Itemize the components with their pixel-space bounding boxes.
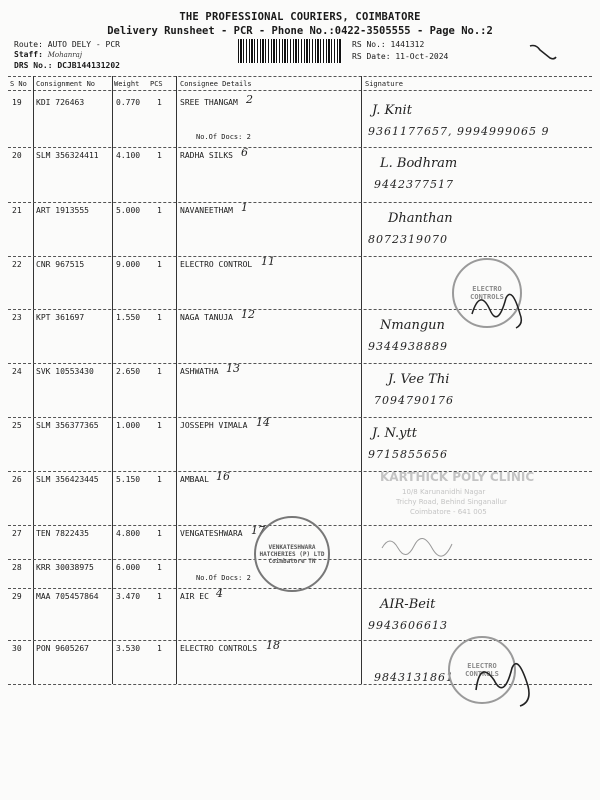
row-weight: 0.770 bbox=[116, 98, 141, 107]
row-sno: 30 bbox=[12, 644, 22, 653]
row-consignment: KDI 726463 bbox=[36, 98, 85, 107]
clinic-address-3: Coimbatore - 641 005 bbox=[410, 508, 487, 516]
rs-no-label: RS No.: bbox=[352, 40, 386, 49]
row-handwritten-mark: 14 bbox=[256, 416, 270, 429]
row-signer: Nmangun bbox=[380, 318, 445, 333]
row-handwritten-mark: 16 bbox=[216, 470, 230, 483]
pen-mark-icon bbox=[528, 40, 558, 64]
row-phone: 9715855656 bbox=[368, 448, 448, 461]
drs-value: DCJB144131202 bbox=[57, 61, 120, 70]
row-pcs: 1 bbox=[157, 592, 162, 601]
signature-scribble-3 bbox=[470, 650, 540, 710]
col-divider-4 bbox=[361, 76, 362, 684]
row-weight: 2.650 bbox=[116, 367, 141, 376]
row-pcs: 1 bbox=[157, 529, 162, 538]
row-consignment: MAA 705457864 bbox=[36, 592, 99, 601]
col-pcs: PCS bbox=[150, 80, 163, 88]
row-separator bbox=[8, 202, 592, 203]
row-phone: 9442377517 bbox=[374, 178, 454, 191]
page-subtitle: Delivery Runsheet - PCR - Phone No.:0422-3505555 - Page No.:2 bbox=[107, 25, 493, 37]
row-consignee: NAVANEETHAM bbox=[180, 206, 233, 215]
row-consignee: NAGA TANUJA bbox=[180, 313, 233, 322]
row-weight: 6.000 bbox=[116, 563, 141, 572]
table-header-rule bbox=[8, 90, 592, 91]
page-title: THE PROFESSIONAL COURIERS, COIMBATORE bbox=[179, 11, 421, 23]
row-signer: J. Knit bbox=[372, 103, 412, 118]
row-consignment: KRR 30038975 bbox=[36, 563, 94, 572]
row-consignment: CNR 967515 bbox=[36, 260, 85, 269]
staff-line bbox=[14, 50, 82, 59]
row-consignee: SREE THANGAM bbox=[180, 98, 238, 107]
route-value: AUTO DELY - PCR bbox=[47, 40, 120, 49]
row-docs: No.Of Docs: 2 bbox=[196, 574, 251, 582]
row-phone: 9843131861 bbox=[374, 671, 454, 684]
col-divider-2 bbox=[112, 76, 113, 684]
row-phone: 7094790176 bbox=[374, 394, 454, 407]
clinic-watermark: KARTHICK POLY CLINIC bbox=[380, 470, 535, 484]
col-weight: Weight bbox=[114, 80, 140, 88]
signature-scribble-2 bbox=[380, 530, 460, 560]
row-consignee: JOSSEPH VIMALA bbox=[180, 421, 248, 430]
row-consignee: AIR EC bbox=[180, 592, 209, 601]
hatcheries-stamp: VENKATESHWARA HATCHERIES (P) LTD Coimbatore TN bbox=[254, 516, 330, 592]
row-pcs: 1 bbox=[157, 563, 162, 572]
col-consignee: Consignee Details bbox=[180, 80, 252, 88]
drs-line bbox=[14, 61, 120, 70]
row-pcs: 1 bbox=[157, 644, 162, 653]
row-handwritten-mark: 18 bbox=[266, 639, 280, 652]
rs-date-label: RS Date: bbox=[352, 52, 391, 61]
col-sno: S No bbox=[10, 80, 27, 88]
row-weight: 3.530 bbox=[116, 644, 141, 653]
row-weight: 9.000 bbox=[116, 260, 141, 269]
row-consignee: RADHA SILKS bbox=[180, 151, 233, 160]
row-sno: 22 bbox=[12, 260, 22, 269]
row-sno: 28 bbox=[12, 563, 22, 572]
row-sno: 25 bbox=[12, 421, 22, 430]
row-consignment: TEN 7822435 bbox=[36, 529, 89, 538]
row-phone: 9361177657, 9994999065 9 bbox=[368, 125, 550, 138]
row-pcs: 1 bbox=[157, 98, 162, 107]
row-weight: 5.150 bbox=[116, 475, 141, 484]
row-signer: J. N.ytt bbox=[372, 426, 417, 441]
col-divider-3 bbox=[176, 76, 177, 684]
row-signer: J. Vee Thi bbox=[388, 372, 450, 387]
row-handwritten-mark: 6 bbox=[241, 146, 248, 159]
row-separator bbox=[8, 417, 592, 418]
row-signer: AIR-Beit bbox=[380, 597, 436, 612]
row-separator bbox=[8, 147, 592, 148]
row-consignee: ASHWATHA bbox=[180, 367, 219, 376]
row-pcs: 1 bbox=[157, 421, 162, 430]
rs-no-value: 1441312 bbox=[390, 40, 425, 49]
electro-controls-stamp: ELECTRO CONTROLS bbox=[452, 258, 522, 328]
row-sno: 26 bbox=[12, 475, 22, 484]
rs-date-line bbox=[352, 52, 448, 61]
staff-value: Mohanraj bbox=[47, 51, 82, 59]
staff-label: Staff: bbox=[14, 50, 43, 59]
col-divider-1 bbox=[33, 76, 34, 684]
row-weight: 3.470 bbox=[116, 592, 141, 601]
row-docs: No.Of Docs: 2 bbox=[196, 133, 251, 141]
row-pcs: 1 bbox=[157, 367, 162, 376]
row-signer: L. Bodhram bbox=[380, 156, 458, 171]
row-separator bbox=[8, 363, 592, 364]
row-pcs: 1 bbox=[157, 313, 162, 322]
row-consignment: ART 1913555 bbox=[36, 206, 89, 215]
clinic-address-1: 10/8 Karunanidhi Nagar bbox=[402, 488, 486, 496]
rs-no-line bbox=[352, 40, 424, 49]
row-consignment: SVK 10553430 bbox=[36, 367, 94, 376]
row-pcs: 1 bbox=[157, 475, 162, 484]
row-pcs: 1 bbox=[157, 151, 162, 160]
electro-controls-stamp-2: ELECTRO CONTROLS bbox=[448, 636, 516, 704]
rs-date-value: 11-Oct-2024 bbox=[395, 52, 449, 61]
route-line bbox=[14, 40, 120, 49]
row-handwritten-mark: 1 bbox=[241, 201, 248, 214]
clinic-address-2: Trichy Road, Behind Singanallur bbox=[396, 498, 507, 506]
row-consignment: PON 9605267 bbox=[36, 644, 89, 653]
row-separator bbox=[8, 640, 592, 641]
row-handwritten-mark: 11 bbox=[261, 255, 275, 268]
row-handwritten-mark: 12 bbox=[241, 308, 255, 321]
row-sno: 27 bbox=[12, 529, 22, 538]
row-pcs: 1 bbox=[157, 206, 162, 215]
row-phone: 8072319070 bbox=[368, 233, 448, 246]
drs-label: DRS No.: bbox=[14, 61, 53, 70]
row-separator bbox=[8, 256, 592, 257]
table-top-rule bbox=[8, 76, 592, 77]
row-handwritten-mark: 17 bbox=[251, 524, 265, 537]
row-sno: 29 bbox=[12, 592, 22, 601]
row-sno: 20 bbox=[12, 151, 22, 160]
row-consignment: SLM 356423445 bbox=[36, 475, 99, 484]
row-consignee: ELECTRO CONTROLS bbox=[180, 644, 258, 653]
row-handwritten-mark: 13 bbox=[226, 362, 240, 375]
col-signature: Signature bbox=[365, 80, 403, 88]
row-weight: 5.000 bbox=[116, 206, 141, 215]
col-consignment: Consignment No bbox=[36, 80, 96, 88]
row-handwritten-mark: 4 bbox=[216, 587, 223, 600]
row-consignee: AMBAAL bbox=[180, 475, 209, 484]
row-consignee: VENGATESHWARA bbox=[180, 529, 243, 538]
row-consignment: KPT 361697 bbox=[36, 313, 85, 322]
row-sno: 21 bbox=[12, 206, 22, 215]
row-weight: 4.800 bbox=[116, 529, 141, 538]
row-sno: 24 bbox=[12, 367, 22, 376]
row-weight: 1.550 bbox=[116, 313, 141, 322]
row-consignee: ELECTRO CONTROL bbox=[180, 260, 253, 269]
row-weight: 1.000 bbox=[116, 421, 141, 430]
row-handwritten-mark: 2 bbox=[246, 93, 253, 106]
signature-scribble bbox=[468, 284, 528, 334]
row-consignment: SLM 356377365 bbox=[36, 421, 99, 430]
row-phone: 9943606613 bbox=[368, 619, 448, 632]
row-sno: 23 bbox=[12, 313, 22, 322]
row-weight: 4.100 bbox=[116, 151, 141, 160]
row-phone: 9344938889 bbox=[368, 340, 448, 353]
row-sno: 19 bbox=[12, 98, 22, 107]
barcode bbox=[238, 39, 342, 63]
row-signer: Dhanthan bbox=[388, 211, 453, 226]
row-pcs: 1 bbox=[157, 260, 162, 269]
route-label: Route: bbox=[14, 40, 43, 49]
row-consignment: SLM 356324411 bbox=[36, 151, 99, 160]
